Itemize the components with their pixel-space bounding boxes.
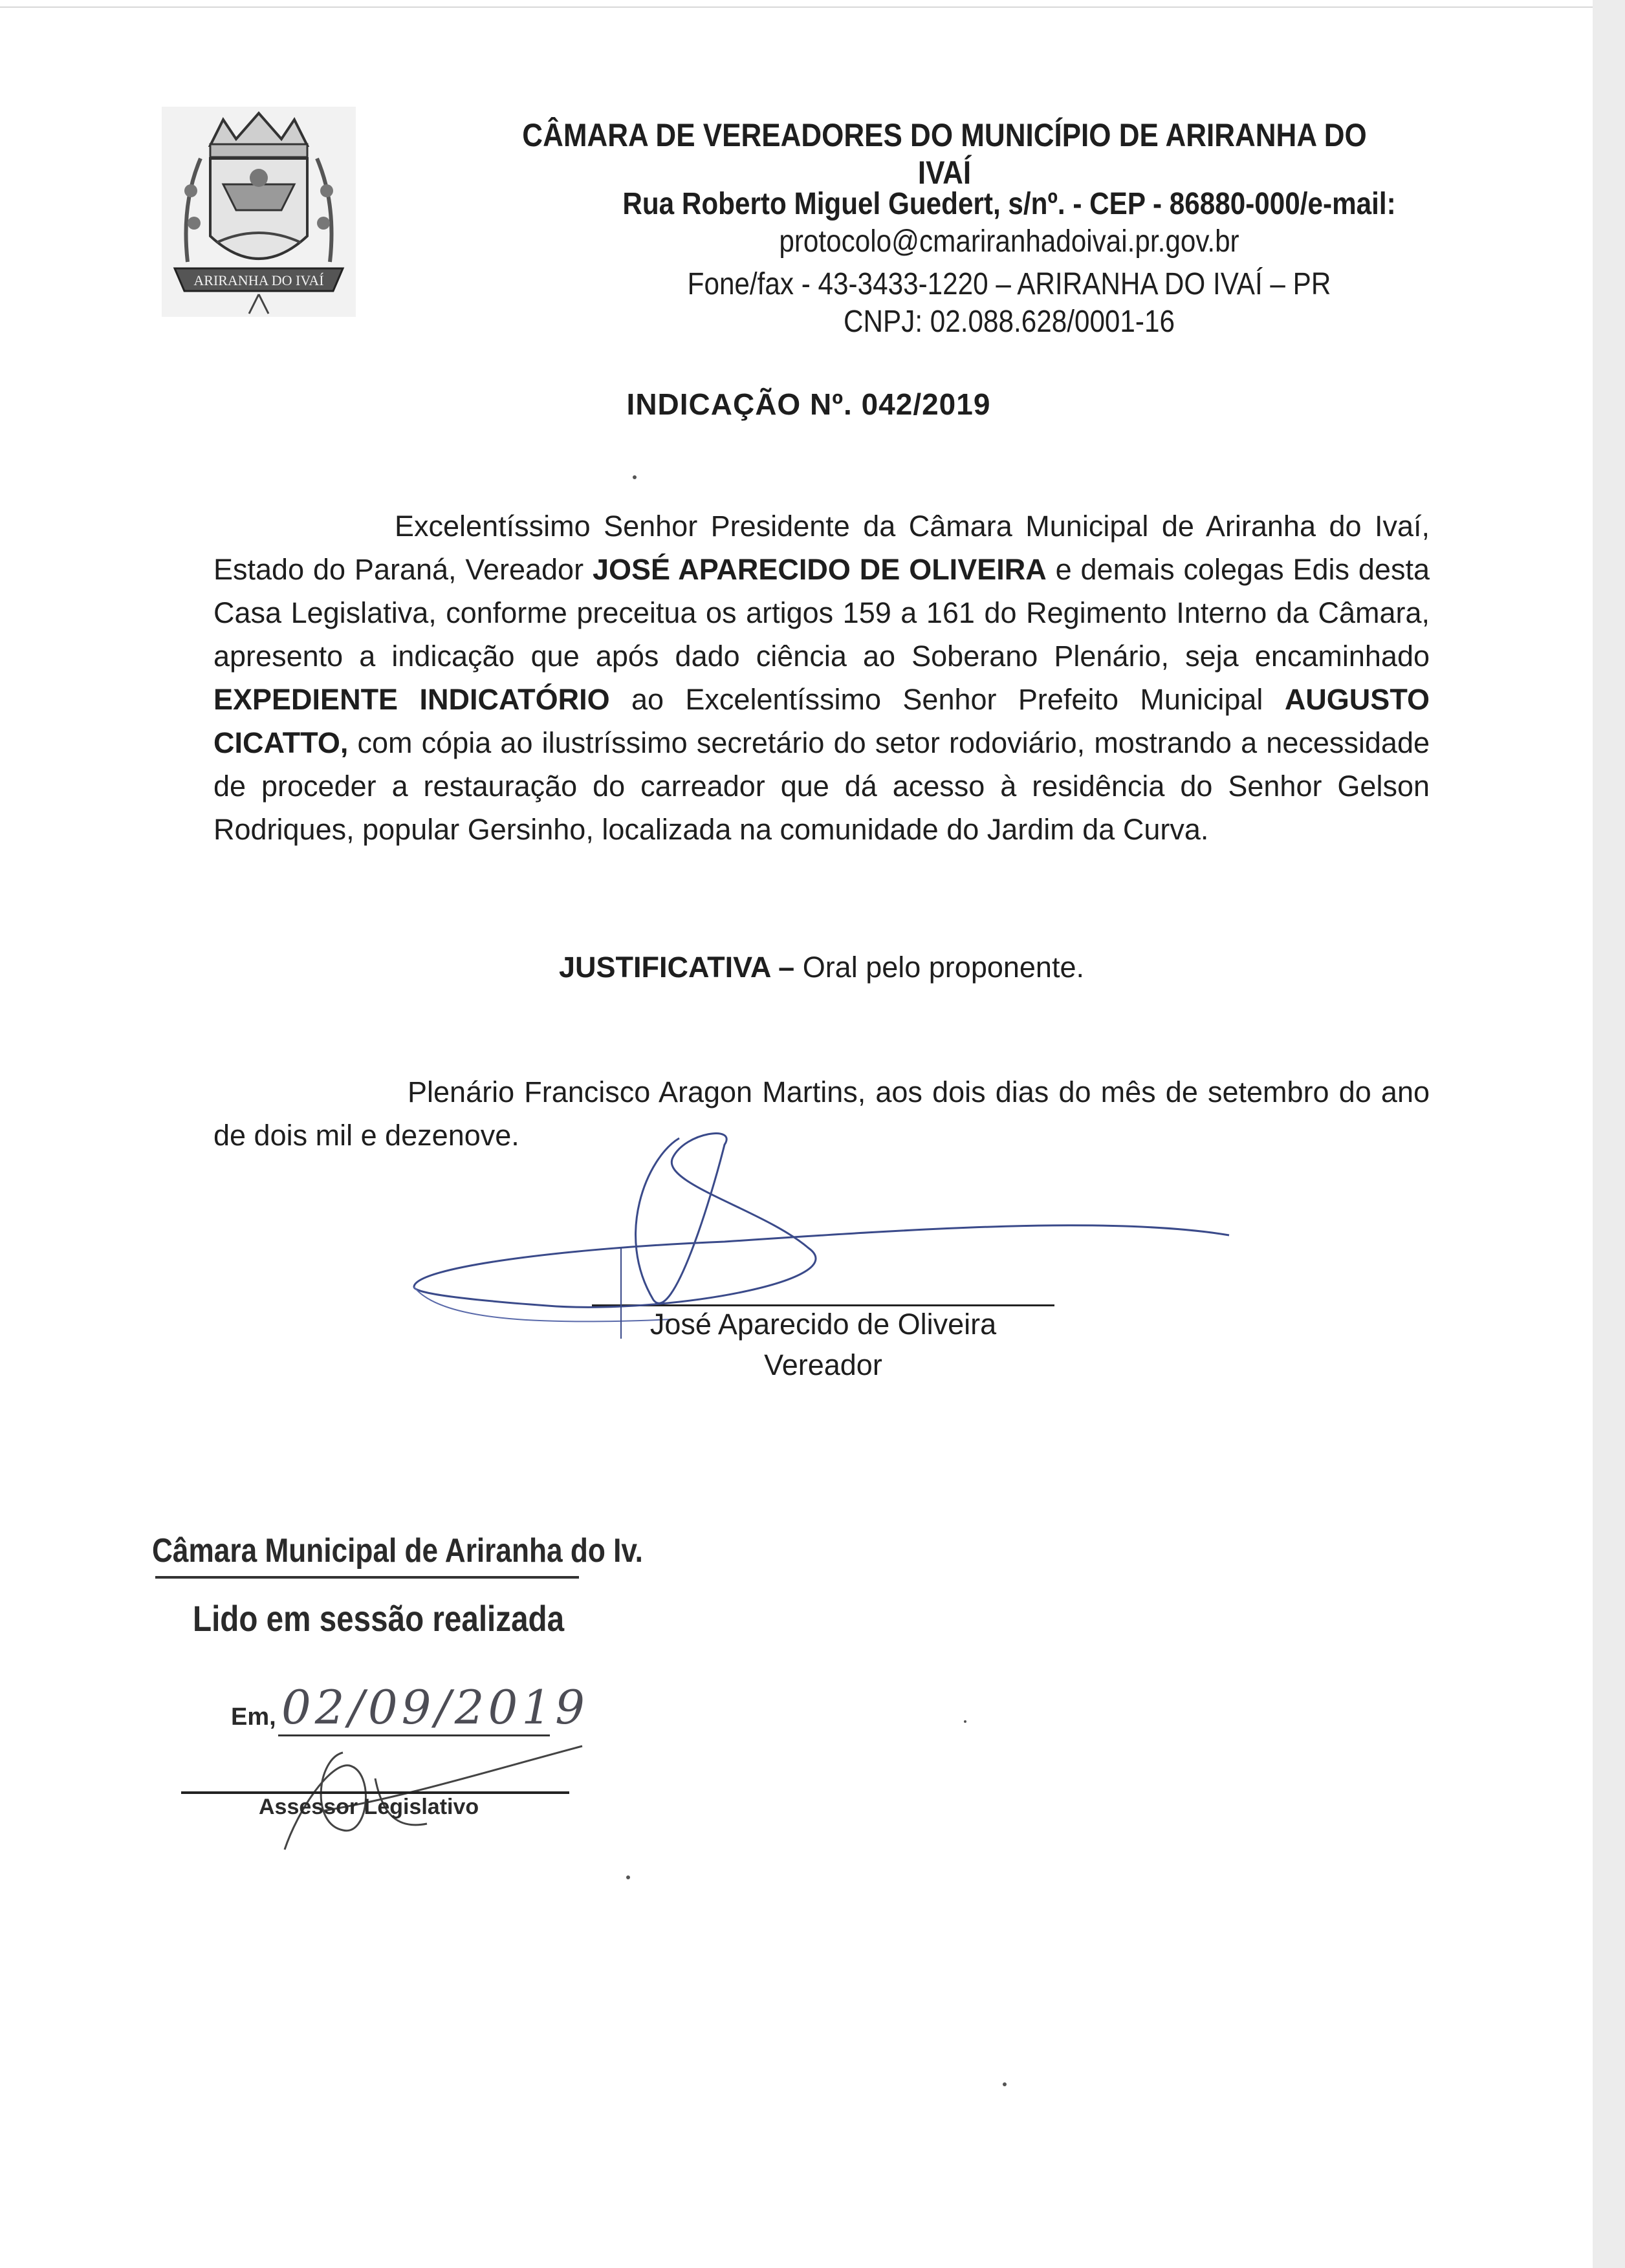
- body-text-3: ao Excelentíssimo Senhor Prefeito Municipal: [609, 683, 1285, 716]
- stamp-handwritten-date: 02/09/2019: [281, 1680, 589, 1734]
- scan-speck: [633, 475, 637, 479]
- address-line: Rua Roberto Miguel Guedert, s/nº. - CEP - 86880-000/e-mail:: [622, 187, 1396, 221]
- page-edge-shadow: [1593, 0, 1625, 2268]
- indication-body: [213, 504, 1430, 851]
- body-text-1: Excelentíssimo Senhor Presidente da Câmara Municipal de Ariranha do Ivaí, Estado do Paraná, Vereador: [213, 510, 1430, 586]
- mayor-name: AUGUSTO CICATTO,: [213, 683, 1430, 759]
- scan-top-edge: [0, 6, 1593, 8]
- justificativa-text: Oral pelo proponente.: [794, 951, 1084, 984]
- crest-ribbon-text: ARIRANHA DO IVAÍ: [193, 272, 324, 288]
- stamp-rule: [155, 1576, 579, 1579]
- body-text-4: com cópia ao ilustríssimo secretário do setor rodoviário, mostrando a necessidade de proceder a restauração do carreador que dá acesso à residência do Senhor Gelson Rodriques, popular Gersinho, localizada na comunidade do Jardim da Curva.: [213, 726, 1430, 846]
- justificativa-label: JUSTIFICATIVA –: [558, 951, 795, 984]
- body-text-2: e demais colegas Edis desta Casa Legislativa, conforme preceitua os artigos 159 a 161 do Regimento Interno da Câmara, apresento a indicação que após dado ciência ao Soberano Plenário, seja encaminhado: [213, 553, 1430, 673]
- closing-paragraph: Plenário Francisco Aragon Martins, aos dois dias do mês de setembro do ano de dois mil e dezenove.: [213, 1075, 1430, 1152]
- signer-role: Vereador: [764, 1348, 882, 1381]
- email-line: protocolo@cmariranhadoivai.pr.gov.br: [779, 224, 1239, 259]
- councilor-name: JOSÉ APARECIDO DE OLIVEIRA: [592, 553, 1047, 586]
- stamp-em-label: Em,: [231, 1703, 276, 1731]
- expediente-label: EXPEDIENTE INDICATÓRIO: [213, 683, 610, 716]
- justificativa: [213, 951, 1430, 984]
- scan-speck: [626, 1875, 630, 1879]
- scan-speck: [964, 1720, 966, 1723]
- stamp-assessor-role: Assessor Legislativo: [259, 1795, 479, 1819]
- stamp-signature-line: [181, 1791, 569, 1794]
- phone-line: Fone/fax - 43-3433-1220 – ARIRANHA DO IVAÍ – PR: [687, 267, 1331, 301]
- municipal-crest-logo: [162, 107, 356, 317]
- stamp-read-in-session: Lido em sessão realizada: [193, 1598, 565, 1639]
- signer-name: José Aparecido de Oliveira: [649, 1308, 997, 1341]
- chamber-title: CÂMARA DE VEREADORES DO MUNICÍPIO DE ARIRANHA DO IVAÍ: [522, 117, 1367, 191]
- document-title: INDICAÇÃO Nº. 042/2019: [626, 387, 991, 421]
- stamp-chamber-name: Câmara Municipal de Ariranha do Iv.: [152, 1532, 643, 1570]
- cnpj-line: CNPJ: 02.088.628/0001-16: [844, 305, 1175, 339]
- scan-speck: [1003, 2082, 1007, 2086]
